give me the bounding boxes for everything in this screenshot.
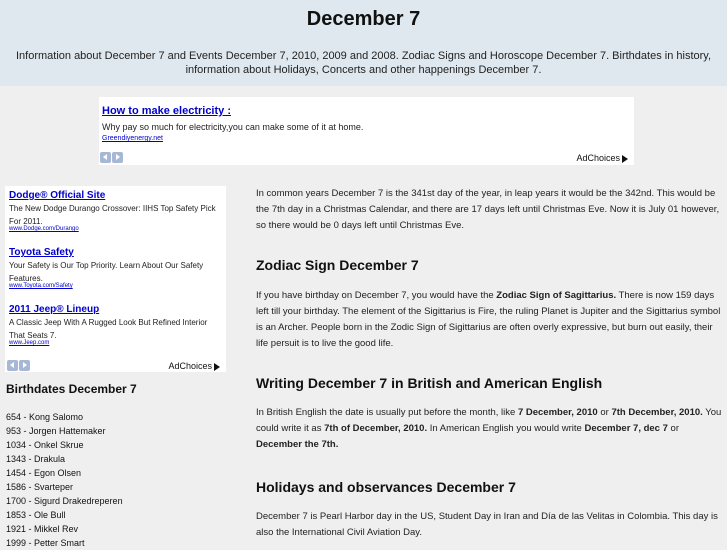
zodiac-heading: Zodiac Sign December 7 [256,257,419,273]
birthdates-heading: Birthdates December 7 [6,382,137,396]
ad-choices-link[interactable]: AdChoices [576,153,628,163]
page-header [0,0,727,86]
prev-arrow-icon[interactable] [7,360,18,371]
list-item: 1454 - Egon Olsen [6,468,82,478]
side-ad-title-link[interactable]: 2011 Jeep® Lineup [9,304,100,315]
side-ad-item [9,247,223,289]
next-arrow-icon[interactable] [112,152,123,163]
list-item: 1034 - Onkel Skrue [6,440,84,450]
side-ad-title-link[interactable]: Dodge® Official Site [9,190,106,201]
side-ad-url-link[interactable]: www.Dodge.com/Durango [9,226,79,232]
holidays-heading: Holidays and observances December 7 [256,479,516,495]
list-item: 1921 - Mikkel Rev [6,524,79,534]
side-ad-url-link[interactable]: www.Jeep.com [9,340,50,346]
zodiac-paragraph: If you have birthday on December 7, you would have the Zodiac Sign of Sagittarius. There is now 159 days left till your birthday. The element of the Sigittarius is Fire, the ruling Planet is Jupiter and the Sigittarius symbol is an Archer. People born in the Zodic Sign of Sigittarius are often overly expressive, but burn out easily, their life persuit is to live the good life. [256,290,721,349]
page-title: December 7 [306,8,421,30]
writing-paragraph: In British English the date is usually put before the month, like 7 December, 2010 or 7th December, 2010. You could write it as 7th of December, 2010. In American English you would write December 7, dec 7 or December the 7th. [256,407,722,450]
writing-heading: Writing December 7 in British and American English [256,375,603,391]
page-intro: Information about December 7 and Events December 7, 2010, 2009 and 2008. Zodiac Signs and Horoscope December 7. Birthdates in history, information about Holidays, Concerts and other happenings December 7. [15,50,712,76]
ad-choices-icon [622,155,628,163]
side-ad-text: A Classic Jeep With A Rugged Look But Refined Interior That Seats 7. [9,318,208,340]
intro-paragraph: In common years December 7 is the 341st day of the year, in leap years it would be the 342nd. This would be the 7th day in a Christmas Calendar, and there are 17 days left until Christmas Eve. Now it is July 01 however, so there would be 0 days left until Christmas Eve. [256,188,720,231]
list-item: 1343 - Drakula [6,454,66,464]
list-item: 654 - Kong Salomo [6,412,84,422]
prev-arrow-icon[interactable] [100,152,111,163]
top-ad-title-link[interactable]: How to make electricity : [102,105,231,117]
side-ad-url-link[interactable]: www.Toyota.com/Safety [9,283,73,289]
list-item: 953 - Jorgen Hattemaker [6,426,106,436]
top-ad-banner [99,97,634,165]
list-item: 1586 - Svarteper [6,482,74,492]
side-ad-item [9,304,223,346]
next-arrow-icon[interactable] [19,360,30,371]
zodiac-sign-text: Zodiac Sign of Sagittarius. [496,290,617,301]
ad-choices-icon [214,363,220,371]
top-ad-nav [100,152,124,166]
ad-choices-link[interactable]: AdChoices [168,361,220,371]
holidays-paragraph: December 7 is Pearl Harbor day in the US, Student Day in Iran and Día de las Velitas in Colombia. This day is also the International Civil Aviation Day. [256,511,718,538]
list-item: 1999 - Petter Smart [6,538,85,548]
side-ad-text: The New Dodge Durango Crossover: IIHS Top Safety Pick For 2011. [9,204,216,226]
top-ad-text: Why pay so much for electricity,you can make some of it at home. [102,122,364,132]
side-ad-title-link[interactable]: Toyota Safety [9,247,74,258]
side-ad-block [5,186,226,372]
side-ad-nav [7,360,31,374]
list-item: 1853 - Ole Bull [6,510,66,520]
list-item: 1700 - Sigurd Drakedreperen [6,496,123,506]
top-ad-url-link[interactable]: Greendiyenergy.net [102,135,163,142]
side-ad-text: Your Safety is Our Top Priority. Learn About Our Safety Features. [9,261,204,283]
side-ad-item [9,190,223,232]
birthdates-list [6,410,226,550]
birthdates-section [6,382,226,550]
